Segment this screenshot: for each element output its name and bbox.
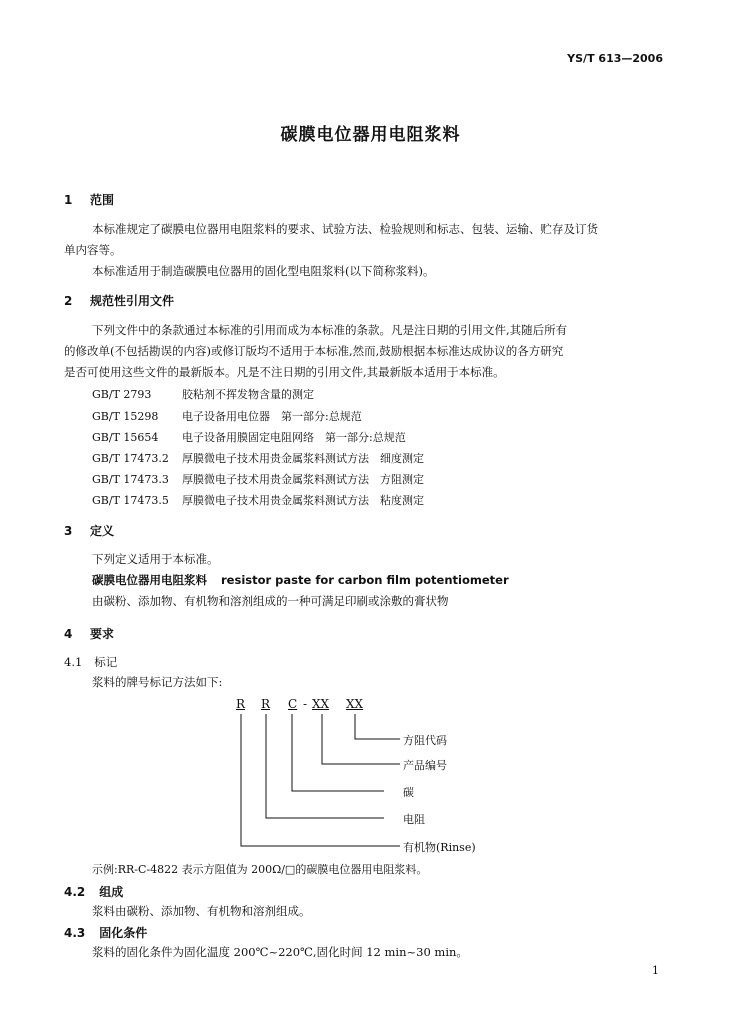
page-number: 1: [652, 964, 659, 977]
reference-title: 电子设备用膜固定电阻网络 第一部分:总规范: [182, 431, 406, 444]
section-4-1-number: 4.1: [64, 655, 83, 669]
section-2-title: 规范性引用文件: [90, 294, 175, 308]
section-4-2-number: 4.2: [64, 885, 86, 899]
marking-intro: 浆料的牌号标记方法如下:: [92, 675, 223, 689]
reference-code: GB/T 15654: [92, 431, 159, 444]
composition-text: 浆料由碳粉、添加物、有机物和溶剂组成。: [92, 904, 311, 918]
reference-code: GB/T 2793: [92, 388, 152, 401]
label-sheet-resistance-code: 方阻代码: [403, 734, 447, 747]
section-3-number: 3: [64, 524, 73, 538]
section-2-intro-line-2: 的修改单(不包括勘误的内容)或修订版均不适用于本标准,然而,鼓励根据本标准达成协议的各方研究: [64, 344, 564, 358]
section-3-intro: 下列定义适用于本标准。: [92, 552, 219, 566]
mark-char-r-organic: R: [236, 697, 246, 711]
reference-title: 厚膜微电子技术用贵金属浆料测试方法 粘度测定: [182, 494, 424, 507]
section-4-title: 要求: [90, 627, 115, 641]
label-resistor: 电阻: [403, 813, 425, 826]
mark-char-c-carbon: C: [288, 697, 298, 711]
section-4-number: 4: [64, 627, 73, 641]
mark-product-number: XX: [312, 697, 330, 711]
section-4-3-heading: [64, 924, 147, 941]
section-2-intro-line-1: 下列文件中的条款通过本标准的引用而成为本标准的条款。凡是注日期的引用文件,其随后所有: [92, 323, 568, 337]
reference-code: GB/T 17473.5: [92, 494, 169, 507]
label-product-number: 产品编号: [403, 759, 447, 772]
section-4-2-heading: [64, 883, 123, 900]
section-1-title: 范围: [90, 193, 115, 207]
reference-title: 厚膜微电子技术用贵金属浆料测试方法 细度测定: [182, 452, 424, 465]
term-english: resistor paste for carbon film potentiometer: [221, 573, 509, 587]
mark-dash: -: [303, 697, 308, 711]
term-chinese: 碳膜电位器用电阻浆料: [92, 573, 207, 587]
section-4-1-title: 标记: [94, 655, 118, 669]
section-1-para-1-line-1: 本标准规定了碳膜电位器用电阻浆料的要求、试验方法、检验规则和标志、包装、运输、贮存及订货: [92, 222, 598, 236]
section-1-para-1-line-2: 单内容等。: [64, 243, 122, 257]
term-definition: 由碳粉、添加物、有机物和溶剂组成的一种可满足印刷或涂敷的膏状物: [92, 594, 449, 608]
reference-title: 厚膜微电子技术用贵金属浆料测试方法 方阻测定: [182, 473, 424, 486]
section-2-number: 2: [64, 294, 73, 308]
page-title: 碳膜电位器用电阻浆料: [280, 125, 461, 145]
label-carbon: 碳: [403, 786, 414, 799]
curing-conditions-text: 浆料的固化条件为固化温度 200℃~220℃,固化时间 12 min~30 min。: [92, 945, 468, 959]
reference-code: GB/T 17473.2: [92, 452, 169, 465]
section-4-3-number: 4.3: [64, 926, 86, 940]
section-2-intro-line-3: 是否可使用这些文件的最新版本。凡是不注日期的引用文件,其最新版本适用于本标准。: [64, 365, 505, 379]
section-4-2-title: 组成: [99, 885, 124, 899]
section-1-para-2: 本标准适用于制造碳膜电位器用的固化型电阻浆料(以下简称浆料)。: [92, 264, 435, 278]
section-3-title: 定义: [90, 524, 115, 538]
label-organic: 有机物(Rinse): [403, 841, 476, 854]
reference-title: 电子设备用电位器 第一部分:总规范: [182, 410, 362, 423]
standard-code: YS/T 613—2006: [567, 52, 663, 65]
reference-code: GB/T 15298: [92, 410, 159, 423]
marking-example: 示例:RR-C-4822 表示方阻值为 200Ω/□的碳膜电位器用电阻浆料。: [92, 863, 428, 876]
mark-sheet-resistance-code: XX: [346, 697, 364, 711]
section-1-number: 1: [64, 193, 73, 207]
reference-code: GB/T 17473.3: [92, 473, 169, 486]
mark-char-r-resistor: R: [261, 697, 271, 711]
reference-title: 胶粘剂不挥发物含量的测定: [182, 388, 314, 401]
section-4-3-title: 固化条件: [99, 926, 148, 940]
